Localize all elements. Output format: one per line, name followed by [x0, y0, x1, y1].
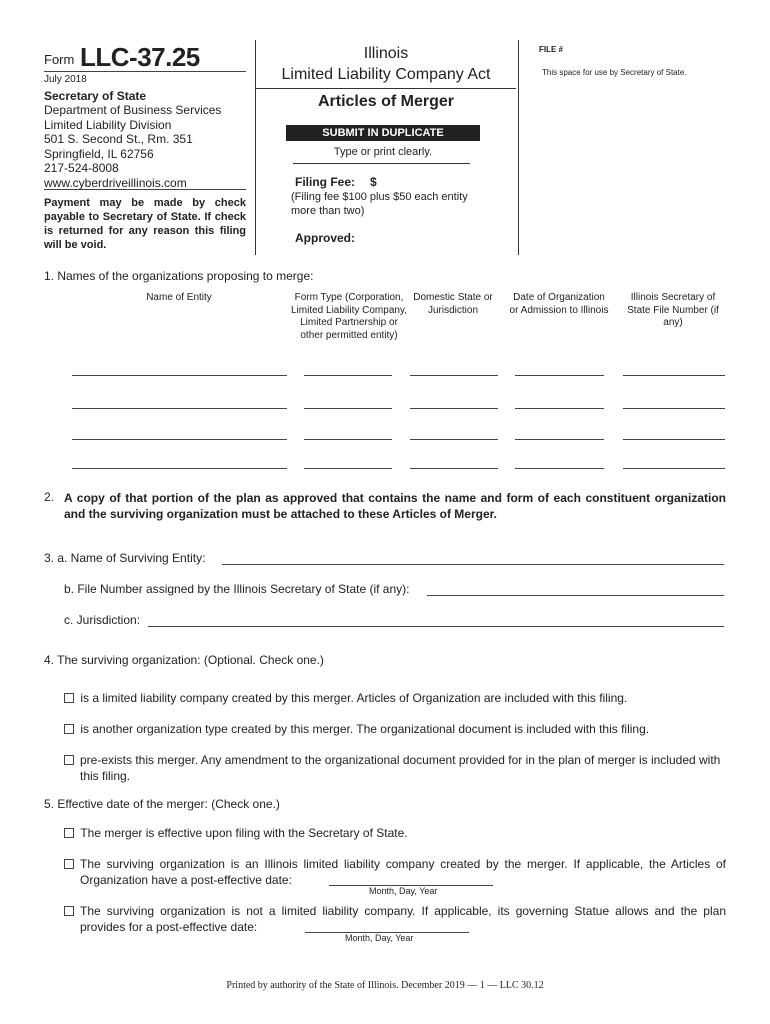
- jurisdiction-field[interactable]: [410, 375, 498, 376]
- document-title: Articles of Merger: [317, 93, 455, 110]
- option-text: is a limited liability company created by this merger. Articles of Organization are included with this filing.: [80, 691, 628, 705]
- act-name: Limited Liability Company Act: [281, 66, 491, 83]
- date-caption: Month, Day, Year: [345, 933, 414, 943]
- form-date: July 2018: [44, 74, 87, 85]
- section5-option-non-llc-post-effective: [64, 903, 726, 935]
- filing-fee-symbol: $: [370, 175, 377, 189]
- section2-text: A copy of that portion of the plan as approved that contains the name and form of each constituent organization and the surviving organization must be attached to these Articles of Merger.: [64, 491, 726, 521]
- form-number: LLC-37.25: [80, 42, 200, 72]
- entity-name-field[interactable]: [72, 375, 287, 376]
- form-type-field[interactable]: [304, 375, 392, 376]
- form-type-field[interactable]: [304, 408, 392, 409]
- address-rule: [44, 189, 246, 190]
- entity-name-field[interactable]: [72, 468, 287, 469]
- section4-option-other-type: [64, 721, 649, 737]
- office-line: Limited Liability Division: [44, 117, 172, 132]
- filing-fee-note: (Filing fee $100 plus $50 each entity more than two): [291, 191, 468, 217]
- section3b-label: b. File Number assigned by the Illinois Secretary of State (if any):: [64, 582, 410, 596]
- entity-name-field[interactable]: [72, 439, 287, 440]
- form-type-field[interactable]: [304, 468, 392, 469]
- type-print-note: Type or print clearly.: [333, 146, 433, 158]
- form-number-rule: [44, 71, 246, 72]
- section4-label: 4. The surviving organization: (Optional. Check one.): [44, 653, 324, 667]
- section3c-label: c. Jurisdiction:: [64, 613, 141, 627]
- office-line: www.cyberdriveillinois.com: [44, 175, 187, 190]
- payment-note: Payment may be made by check payable to Secretary of State. If check is returned for any reason this filing will be void.: [44, 197, 246, 251]
- option-text: pre-exists this merger. Any amendment to the organizational document provided for in the plan of merger is included with this filing.: [80, 753, 721, 783]
- office-line: Springfield, IL 62756: [44, 146, 154, 161]
- option-text: The surviving organization is an Illinois limited liability company created by the merger. If applicable, the Articles of Organization have a post-effective date:: [80, 857, 726, 887]
- checkbox[interactable]: [64, 755, 74, 765]
- header-divider-right: [518, 40, 519, 255]
- approved-label: Approved:: [295, 231, 355, 245]
- submit-banner: SUBMIT IN DUPLICATE: [286, 125, 480, 141]
- section1-label: 1. Names of the organizations proposing to merge:: [44, 269, 314, 283]
- surviving-jurisdiction-field[interactable]: [148, 626, 724, 627]
- act-rule: [256, 88, 516, 89]
- date-caption: Month, Day, Year: [369, 886, 438, 896]
- office-line: 217-524-8008: [44, 161, 119, 175]
- option-text: The surviving organization is not a limited liability company. If applicable, its governing Statue allows and the plan provides for a post-effective date:: [80, 904, 726, 934]
- office-address: [44, 103, 221, 190]
- section2-number: 2.: [44, 490, 55, 504]
- organization-date-field[interactable]: [515, 468, 604, 469]
- organization-date-field[interactable]: [515, 375, 604, 376]
- file-number-label: FILE #: [539, 45, 564, 54]
- option-text: is another organization type created by this merger. The organizational document is included with this filing.: [80, 722, 650, 736]
- col-header-form-type: Form Type (Corporation, Limited Liability Company, Limited Partnership or other permitted entity): [291, 292, 407, 341]
- type-print-rule: [293, 163, 470, 164]
- filing-fee-label: Filing Fee:: [295, 175, 355, 189]
- state-name: Illinois: [363, 45, 409, 62]
- jurisdiction-field[interactable]: [410, 468, 498, 469]
- office-line: Department of Business Services: [44, 103, 222, 117]
- file-number-field[interactable]: [623, 468, 725, 469]
- entity-name-field[interactable]: [72, 408, 287, 409]
- section3a-label: 3. a. Name of Surviving Entity:: [44, 551, 206, 565]
- office-line: 501 S. Second St., Rm. 351: [44, 132, 193, 146]
- checkbox[interactable]: [64, 828, 74, 838]
- checkbox[interactable]: [64, 693, 74, 703]
- file-number-field[interactable]: [623, 375, 725, 376]
- organization-date-field[interactable]: [515, 439, 604, 440]
- option-text: The merger is effective upon filing with the Secretary of State.: [80, 826, 408, 840]
- col-header-jurisdiction: Domestic State or Jurisdiction: [413, 292, 493, 316]
- office-title: Secretary of State: [44, 89, 147, 103]
- section5-option-llc-post-effective: [64, 856, 726, 888]
- surviving-file-number-field[interactable]: [427, 595, 724, 596]
- file-number-field[interactable]: [623, 439, 725, 440]
- sos-use-note: This space for use by Secretary of State.: [542, 68, 687, 77]
- section4-option-created-llc: [64, 690, 627, 706]
- footer-note: Printed by authority of the State of Illinois. December 2019 — 1 — LLC 30.12: [226, 980, 544, 991]
- col-header-file-number: Illinois Secretary of State File Number (if any): [627, 292, 719, 328]
- jurisdiction-field[interactable]: [410, 439, 498, 440]
- organization-date-field[interactable]: [515, 408, 604, 409]
- file-number-field[interactable]: [623, 408, 725, 409]
- section5-option-upon-filing: [64, 825, 408, 841]
- form-word: Form: [44, 52, 75, 67]
- col-header-date: Date of Organization or Admission to Illinois: [509, 292, 609, 316]
- checkbox[interactable]: [64, 724, 74, 734]
- form-type-field[interactable]: [304, 439, 392, 440]
- jurisdiction-field[interactable]: [410, 408, 498, 409]
- surviving-entity-name-field[interactable]: [222, 564, 724, 565]
- checkbox[interactable]: [64, 906, 74, 916]
- col-header-name: Name of Entity: [146, 292, 212, 303]
- checkbox[interactable]: [64, 859, 74, 869]
- section4-option-preexists: [64, 752, 726, 784]
- section5-label: 5. Effective date of the merger: (Check one.): [44, 797, 280, 811]
